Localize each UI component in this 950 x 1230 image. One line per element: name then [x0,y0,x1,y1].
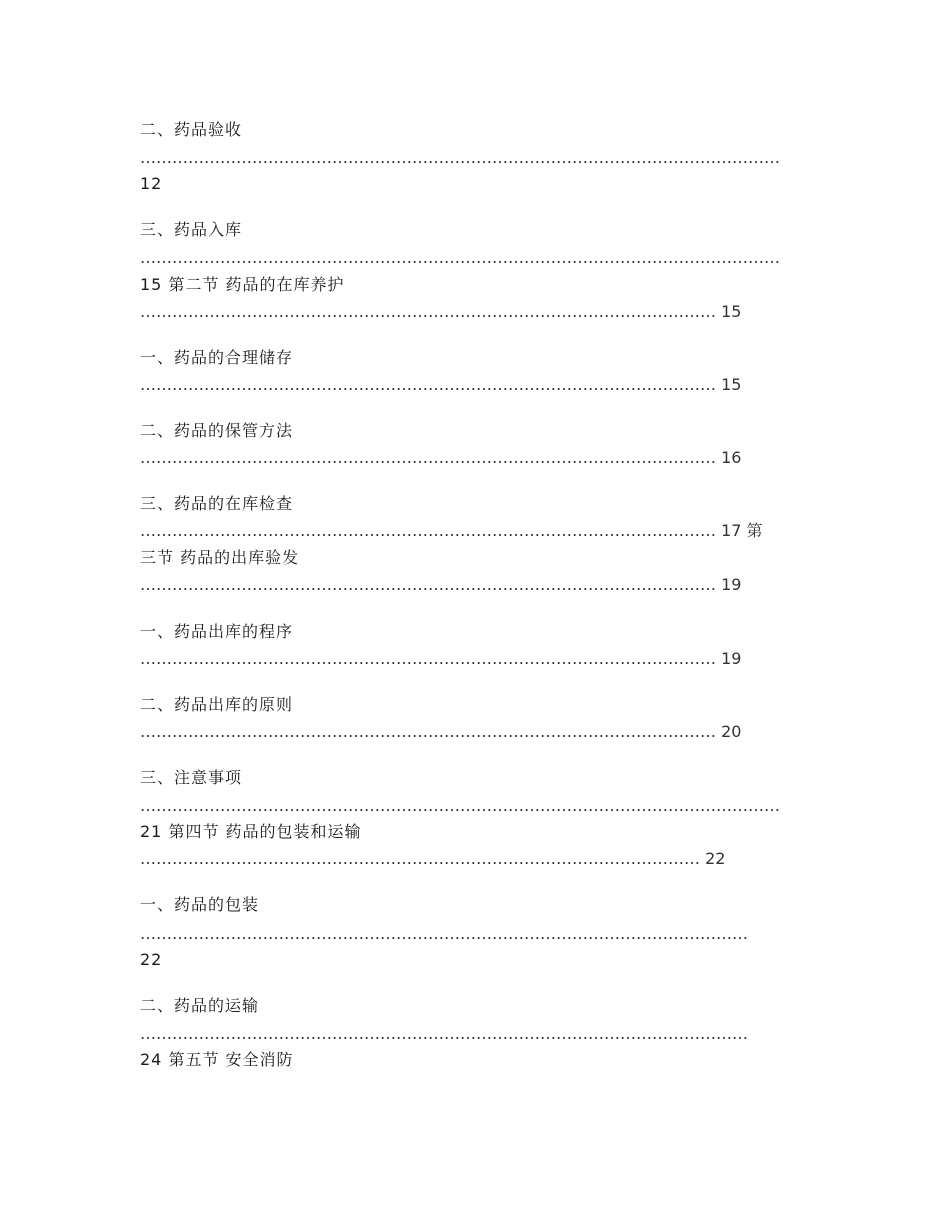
toc-section-entry: 三节 药品的出库验发 [140,548,300,567]
toc-heading: 二、药品出库的原则 [140,695,294,714]
toc-heading: 二、药品的保管方法 [140,421,294,440]
toc-heading: 二、药品的运输 [140,996,260,1015]
toc-page-number: 12 [140,174,163,193]
toc-heading: 三、药品入库 [140,220,243,239]
toc-section-entry: 15 第二节 药品的在库养护 [140,275,345,294]
toc-dot-leader-with-page: ……………………………………………………………………………………………… 19 [140,649,742,668]
toc-dot-leader-with-page: ……………………………………………………………………………………………… 20 [140,722,742,741]
toc-dot-leader: ………………………………………………………………………………………………………… [140,796,780,815]
toc-heading: 二、药品验收 [140,120,243,139]
toc-dot-leader-with-page: ……………………………………………………………………………………………… 15 [140,375,742,394]
toc-page-number: 22 [140,950,163,969]
toc-dot-leader: ………………………………………………………………………………………………………… [140,248,780,267]
toc-heading: 一、药品的包装 [140,895,260,914]
toc-dot-leader-with-page: ……………………………………………………………………………………………… 15 [140,302,742,321]
toc-section-entry: 21 第四节 药品的包装和运输 [140,822,362,841]
toc-dot-leader-with-page: …………………………………………………………………………………………… 22 [140,849,726,868]
toc-section-entry: 24 第五节 安全消防 [140,1050,294,1069]
toc-dot-leader: …………………………………………………………………………………………………… [140,924,748,943]
toc-dot-leader: …………………………………………………………………………………………………… [140,1024,748,1043]
toc-dot-leader-with-page: ……………………………………………………………………………………………… 17 第 [140,521,763,540]
toc-heading: 一、药品的合理储存 [140,348,294,367]
toc-dot-leader-with-page: ……………………………………………………………………………………………… 16 [140,448,742,467]
toc-heading: 三、注意事项 [140,768,243,787]
toc-heading: 一、药品出库的程序 [140,622,294,641]
toc-dot-leader-with-page: ……………………………………………………………………………………………… 19 [140,575,742,594]
toc-dot-leader: ………………………………………………………………………………………………………… [140,148,780,167]
toc-heading: 三、药品的在库检查 [140,494,294,513]
